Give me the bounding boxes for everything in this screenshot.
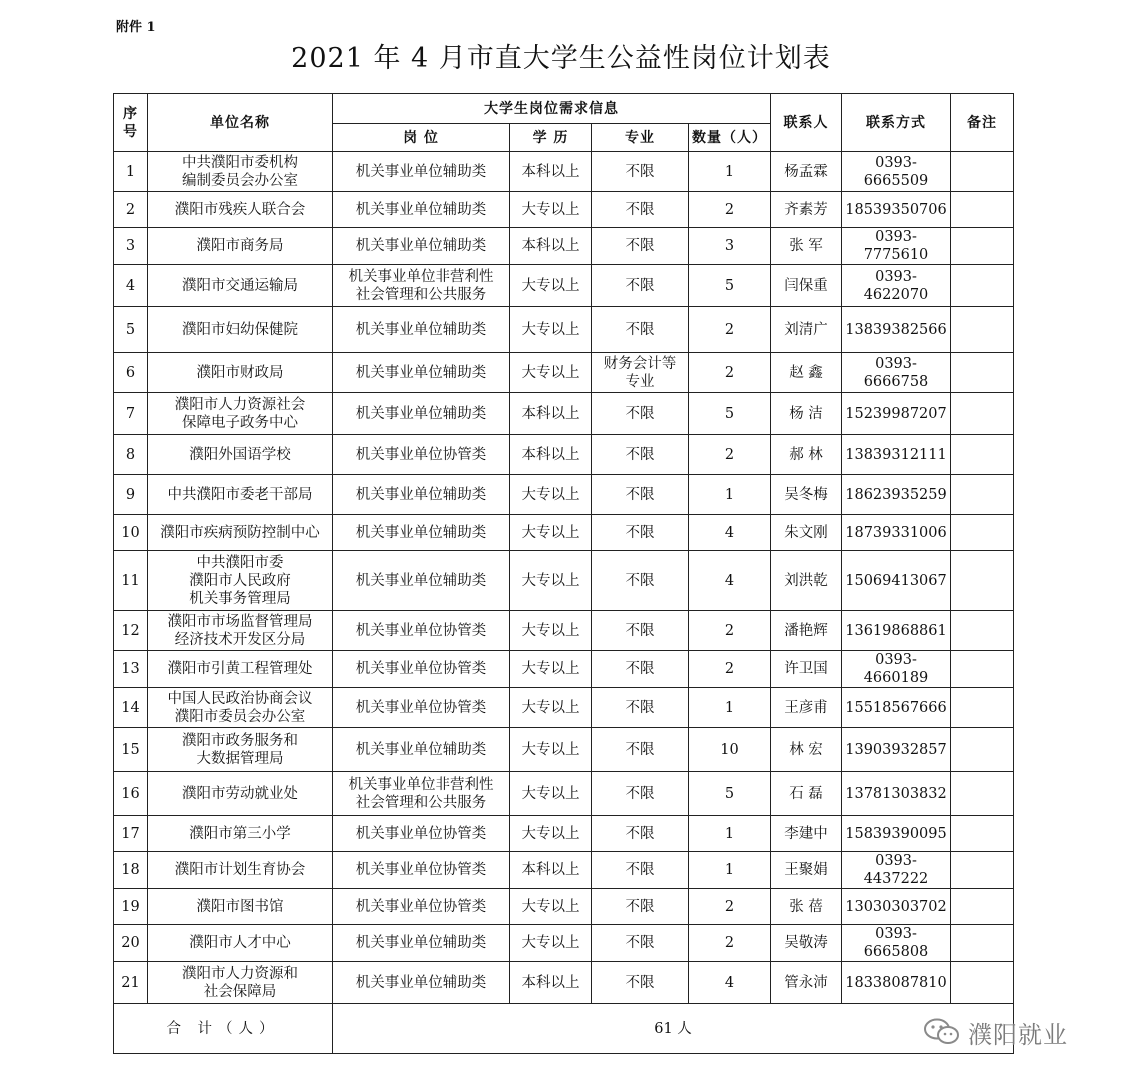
cell-post: 机关事业单位辅助类 [333,228,510,265]
cell-post: 机关事业单位辅助类 [333,962,510,1004]
cell-post: 机关事业单位辅助类 [333,551,510,611]
cell-post: 机关事业单位辅助类 [333,515,510,551]
cell-contact: 李建中 [771,816,842,852]
cell-education: 大专以上 [510,265,592,307]
cell-index: 15 [114,728,148,772]
cell-education: 大专以上 [510,816,592,852]
cell-major: 不限 [592,393,689,435]
cell-remark [951,925,1014,962]
cell-major: 不限 [592,475,689,515]
cell-count: 2 [689,192,771,228]
cell-phone: 0393-7775610 [842,228,951,265]
cell-post: 机关事业单位辅助类 [333,192,510,228]
cell-unit: 濮阳市疾病预防控制中心 [148,515,333,551]
cell-contact: 王聚娟 [771,852,842,889]
header-unit: 单位名称 [148,94,333,152]
cell-phone: 18739331006 [842,515,951,551]
cell-major: 不限 [592,515,689,551]
cell-remark [951,307,1014,353]
cell-phone: 0393-6666758 [842,353,951,393]
cell-contact: 赵 鑫 [771,353,842,393]
table-row [114,551,1014,611]
table-row [114,515,1014,551]
cell-education: 本科以上 [510,152,592,192]
cell-index: 8 [114,435,148,475]
cell-remark [951,962,1014,1004]
cell-post: 机关事业单位协管类 [333,651,510,688]
table-row [114,353,1014,393]
cell-major: 不限 [592,228,689,265]
cell-contact: 张 蓓 [771,889,842,925]
cell-count: 1 [689,852,771,889]
cell-unit: 濮阳市财政局 [148,353,333,393]
table-row [114,728,1014,772]
cell-post: 机关事业单位辅助类 [333,393,510,435]
cell-index: 2 [114,192,148,228]
cell-post: 机关事业单位协管类 [333,889,510,925]
cell-post: 机关事业单位协管类 [333,688,510,728]
cell-contact: 杨孟霖 [771,152,842,192]
cell-phone: 0393-4437222 [842,852,951,889]
cell-post: 机关事业单位协管类 [333,816,510,852]
cell-remark [951,393,1014,435]
cell-unit: 中共濮阳市委老干部局 [148,475,333,515]
table-row [114,688,1014,728]
cell-unit: 濮阳市人才中心 [148,925,333,962]
table-row [114,962,1014,1004]
table-row [114,852,1014,889]
cell-education: 大专以上 [510,611,592,651]
cell-post: 机关事业单位非营利性 社会管理和公共服务 [333,265,510,307]
cell-education: 大专以上 [510,475,592,515]
cell-phone: 13030303702 [842,889,951,925]
cell-index: 9 [114,475,148,515]
cell-index: 10 [114,515,148,551]
page-title: 2021 年 4 月市直大学生公益性岗位计划表 [291,43,831,74]
cell-count: 1 [689,152,771,192]
header-index: 序 号 [114,94,148,152]
table-row [114,611,1014,651]
cell-major: 不限 [592,611,689,651]
header-major: 专业 [592,124,689,152]
cell-remark [951,772,1014,816]
table-row [114,889,1014,925]
cell-unit: 濮阳市人力资源和 社会保障局 [148,962,333,1004]
cell-education: 大专以上 [510,688,592,728]
total-label: 合 计（人） [114,1004,333,1054]
cell-count: 4 [689,962,771,1004]
cell-contact: 齐素芳 [771,192,842,228]
cell-major: 不限 [592,551,689,611]
cell-phone: 0393-4622070 [842,265,951,307]
cell-contact: 吴敬涛 [771,925,842,962]
cell-major: 不限 [592,852,689,889]
cell-remark [951,889,1014,925]
cell-unit: 中共濮阳市委机构 编制委员会办公室 [148,152,333,192]
cell-remark [951,475,1014,515]
cell-remark [951,515,1014,551]
total-value: 61 人 [333,1004,1014,1054]
cell-count: 5 [689,265,771,307]
cell-contact: 闫保重 [771,265,842,307]
table-row [114,925,1014,962]
cell-phone: 15069413067 [842,551,951,611]
header-remark: 备注 [951,94,1014,152]
cell-remark [951,688,1014,728]
cell-major: 不限 [592,651,689,688]
watermark [922,1012,1068,1052]
cell-unit: 濮阳市商务局 [148,228,333,265]
cell-education: 大专以上 [510,307,592,353]
wechat-icon [922,1017,962,1047]
cell-contact: 刘清广 [771,307,842,353]
cell-major: 不限 [592,816,689,852]
header-contact: 联系人 [771,94,842,152]
table-row [114,228,1014,265]
cell-education: 本科以上 [510,962,592,1004]
cell-post: 机关事业单位辅助类 [333,728,510,772]
cell-index: 20 [114,925,148,962]
cell-remark [951,611,1014,651]
cell-education: 本科以上 [510,393,592,435]
cell-education: 大专以上 [510,772,592,816]
cell-index: 11 [114,551,148,611]
cell-remark [951,435,1014,475]
cell-major: 不限 [592,728,689,772]
table-row [114,651,1014,688]
table-row [114,475,1014,515]
cell-contact: 杨 洁 [771,393,842,435]
table-row [114,192,1014,228]
table-row [114,152,1014,192]
cell-unit: 中共濮阳市委 濮阳市人民政府 机关事务管理局 [148,551,333,611]
table-row [114,816,1014,852]
cell-education: 大专以上 [510,353,592,393]
cell-count: 5 [689,393,771,435]
cell-major: 不限 [592,688,689,728]
cell-education: 大专以上 [510,728,592,772]
table-row [114,307,1014,353]
cell-phone: 15239987207 [842,393,951,435]
cell-contact: 刘洪乾 [771,551,842,611]
cell-index: 5 [114,307,148,353]
header-education: 学 历 [510,124,592,152]
cell-phone: 13903932857 [842,728,951,772]
cell-count: 2 [689,435,771,475]
table-body [114,152,1014,1004]
cell-remark [951,816,1014,852]
cell-unit: 濮阳市劳动就业处 [148,772,333,816]
cell-count: 1 [689,688,771,728]
cell-major: 不限 [592,772,689,816]
cell-count: 2 [689,651,771,688]
cell-count: 1 [689,475,771,515]
cell-phone: 13619868861 [842,611,951,651]
cell-phone: 13839382566 [842,307,951,353]
cell-phone: 13839312111 [842,435,951,475]
attachment-label: 附件 1 [116,20,156,35]
cell-post: 机关事业单位协管类 [333,611,510,651]
cell-contact: 吴冬梅 [771,475,842,515]
cell-phone: 15839390095 [842,816,951,852]
cell-major: 不限 [592,435,689,475]
cell-count: 10 [689,728,771,772]
cell-remark [951,265,1014,307]
cell-index: 7 [114,393,148,435]
cell-post: 机关事业单位非营利性 社会管理和公共服务 [333,772,510,816]
cell-phone: 0393-6665808 [842,925,951,962]
header-phone: 联系方式 [842,94,951,152]
cell-major: 不限 [592,962,689,1004]
cell-unit: 濮阳市引黄工程管理处 [148,651,333,688]
cell-count: 3 [689,228,771,265]
cell-education: 大专以上 [510,551,592,611]
cell-education: 大专以上 [510,651,592,688]
plan-table [113,93,1014,1054]
cell-post: 机关事业单位协管类 [333,435,510,475]
cell-index: 4 [114,265,148,307]
cell-unit: 濮阳市计划生育协会 [148,852,333,889]
table-row [114,435,1014,475]
cell-contact: 管永沛 [771,962,842,1004]
cell-education: 本科以上 [510,228,592,265]
cell-major: 不限 [592,192,689,228]
cell-remark [951,192,1014,228]
cell-contact: 潘艳辉 [771,611,842,651]
cell-major: 不限 [592,889,689,925]
cell-contact: 石 磊 [771,772,842,816]
cell-count: 2 [689,889,771,925]
table-row [114,265,1014,307]
cell-education: 大专以上 [510,192,592,228]
cell-index: 19 [114,889,148,925]
cell-index: 6 [114,353,148,393]
header-post: 岗 位 [333,124,510,152]
cell-unit: 濮阳市交通运输局 [148,265,333,307]
table-row [114,772,1014,816]
cell-index: 16 [114,772,148,816]
cell-education: 本科以上 [510,435,592,475]
cell-major: 不限 [592,925,689,962]
cell-contact: 张 军 [771,228,842,265]
cell-phone: 18623935259 [842,475,951,515]
cell-education: 大专以上 [510,925,592,962]
cell-count: 5 [689,772,771,816]
cell-count: 2 [689,611,771,651]
cell-contact: 郝 林 [771,435,842,475]
cell-phone: 18338087810 [842,962,951,1004]
cell-remark [951,651,1014,688]
cell-count: 4 [689,515,771,551]
cell-post: 机关事业单位辅助类 [333,475,510,515]
cell-contact: 许卫国 [771,651,842,688]
cell-unit: 濮阳市妇幼保健院 [148,307,333,353]
cell-count: 2 [689,307,771,353]
cell-major: 不限 [592,152,689,192]
cell-unit: 濮阳市残疾人联合会 [148,192,333,228]
cell-major: 财务会计等 专业 [592,353,689,393]
cell-phone: 0393-4660189 [842,651,951,688]
cell-post: 机关事业单位辅助类 [333,152,510,192]
cell-major: 不限 [592,265,689,307]
cell-contact: 林 宏 [771,728,842,772]
cell-index: 1 [114,152,148,192]
header-demand-group: 大学生岗位需求信息 [333,94,771,124]
cell-phone: 0393-6665509 [842,152,951,192]
cell-post: 机关事业单位协管类 [333,852,510,889]
cell-education: 大专以上 [510,515,592,551]
cell-contact: 王彦甫 [771,688,842,728]
cell-remark [951,353,1014,393]
cell-remark [951,228,1014,265]
cell-post: 机关事业单位辅助类 [333,925,510,962]
cell-post: 机关事业单位辅助类 [333,307,510,353]
cell-unit: 濮阳市人力资源社会 保障电子政务中心 [148,393,333,435]
cell-count: 1 [689,816,771,852]
cell-count: 4 [689,551,771,611]
cell-index: 14 [114,688,148,728]
cell-education: 大专以上 [510,889,592,925]
cell-unit: 濮阳外国语学校 [148,435,333,475]
table-row [114,393,1014,435]
cell-remark [951,728,1014,772]
cell-phone: 18539350706 [842,192,951,228]
cell-unit: 濮阳市市场监督管理局 经济技术开发区分局 [148,611,333,651]
cell-phone: 15518567666 [842,688,951,728]
cell-unit: 中国人民政治协商会议 濮阳市委员会办公室 [148,688,333,728]
header-count: 数量（人） [689,124,771,152]
cell-count: 2 [689,925,771,962]
cell-remark [951,852,1014,889]
cell-unit: 濮阳市政务服务和 大数据管理局 [148,728,333,772]
cell-index: 18 [114,852,148,889]
cell-remark [951,152,1014,192]
cell-major: 不限 [592,307,689,353]
watermark-text: 濮阳就业 [968,1020,1068,1049]
cell-remark [951,551,1014,611]
cell-index: 21 [114,962,148,1004]
cell-index: 12 [114,611,148,651]
cell-count: 2 [689,353,771,393]
cell-post: 机关事业单位辅助类 [333,353,510,393]
cell-index: 17 [114,816,148,852]
cell-phone: 13781303832 [842,772,951,816]
cell-index: 13 [114,651,148,688]
cell-contact: 朱文刚 [771,515,842,551]
cell-index: 3 [114,228,148,265]
cell-education: 本科以上 [510,852,592,889]
cell-unit: 濮阳市第三小学 [148,816,333,852]
cell-unit: 濮阳市图书馆 [148,889,333,925]
